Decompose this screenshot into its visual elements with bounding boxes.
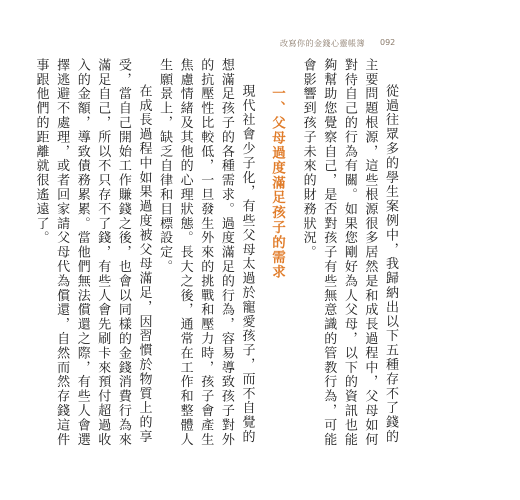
running-header-book-title: 改寫你的金錢心靈帳簿 xyxy=(280,39,365,48)
section-heading: 一、父母過度滿足孩子的需求 xyxy=(269,86,286,280)
page-number: 092 xyxy=(380,38,396,47)
paragraph-overindulgence: 現代社會少子化，有些父母太過於寵愛孩子，而不自覺的想滿足孩子的各種需求。過度滿足的行為，容易導致孩子對外的抗壓性比較低，一旦發生外來的挑戰和壓力時，孩子會產生焦慮情緒及其他的心理狀態。長大之後，通常在工作和整體人生願景上，缺乏自律和目標設定。 xyxy=(157,58,255,447)
book-page-body xyxy=(33,58,400,458)
paragraph-consequences: 在成長過程中如果過度被父母滿足，因習慣於物質上的享受，當自己開始工作賺錢之後，也會以同樣的金錢消費行為來滿足自己，所以不只存不了錢，有些人會先刷卡來預付超過收入的金額，導致債務累累。當他們無法償還之際，有些人會選擇逃避不處理，或者回家請父母代為償還，自然而然存錢這件事跟他們的距離就很遙遠了。 xyxy=(33,58,152,447)
paragraph-intro: 從過往眾多的學生案例中，我歸納出以下五種存不了錢的主要問題根源，這些根源很多居然是和成長過程中，父母如何對待自己的行為有關。如果您剛好為人父母，以下的資訊也能夠幫助您覺察自己，是否對孩子有些無意識的管教行為，可能會影響到孩子未來的財務狀況。 xyxy=(300,58,398,447)
